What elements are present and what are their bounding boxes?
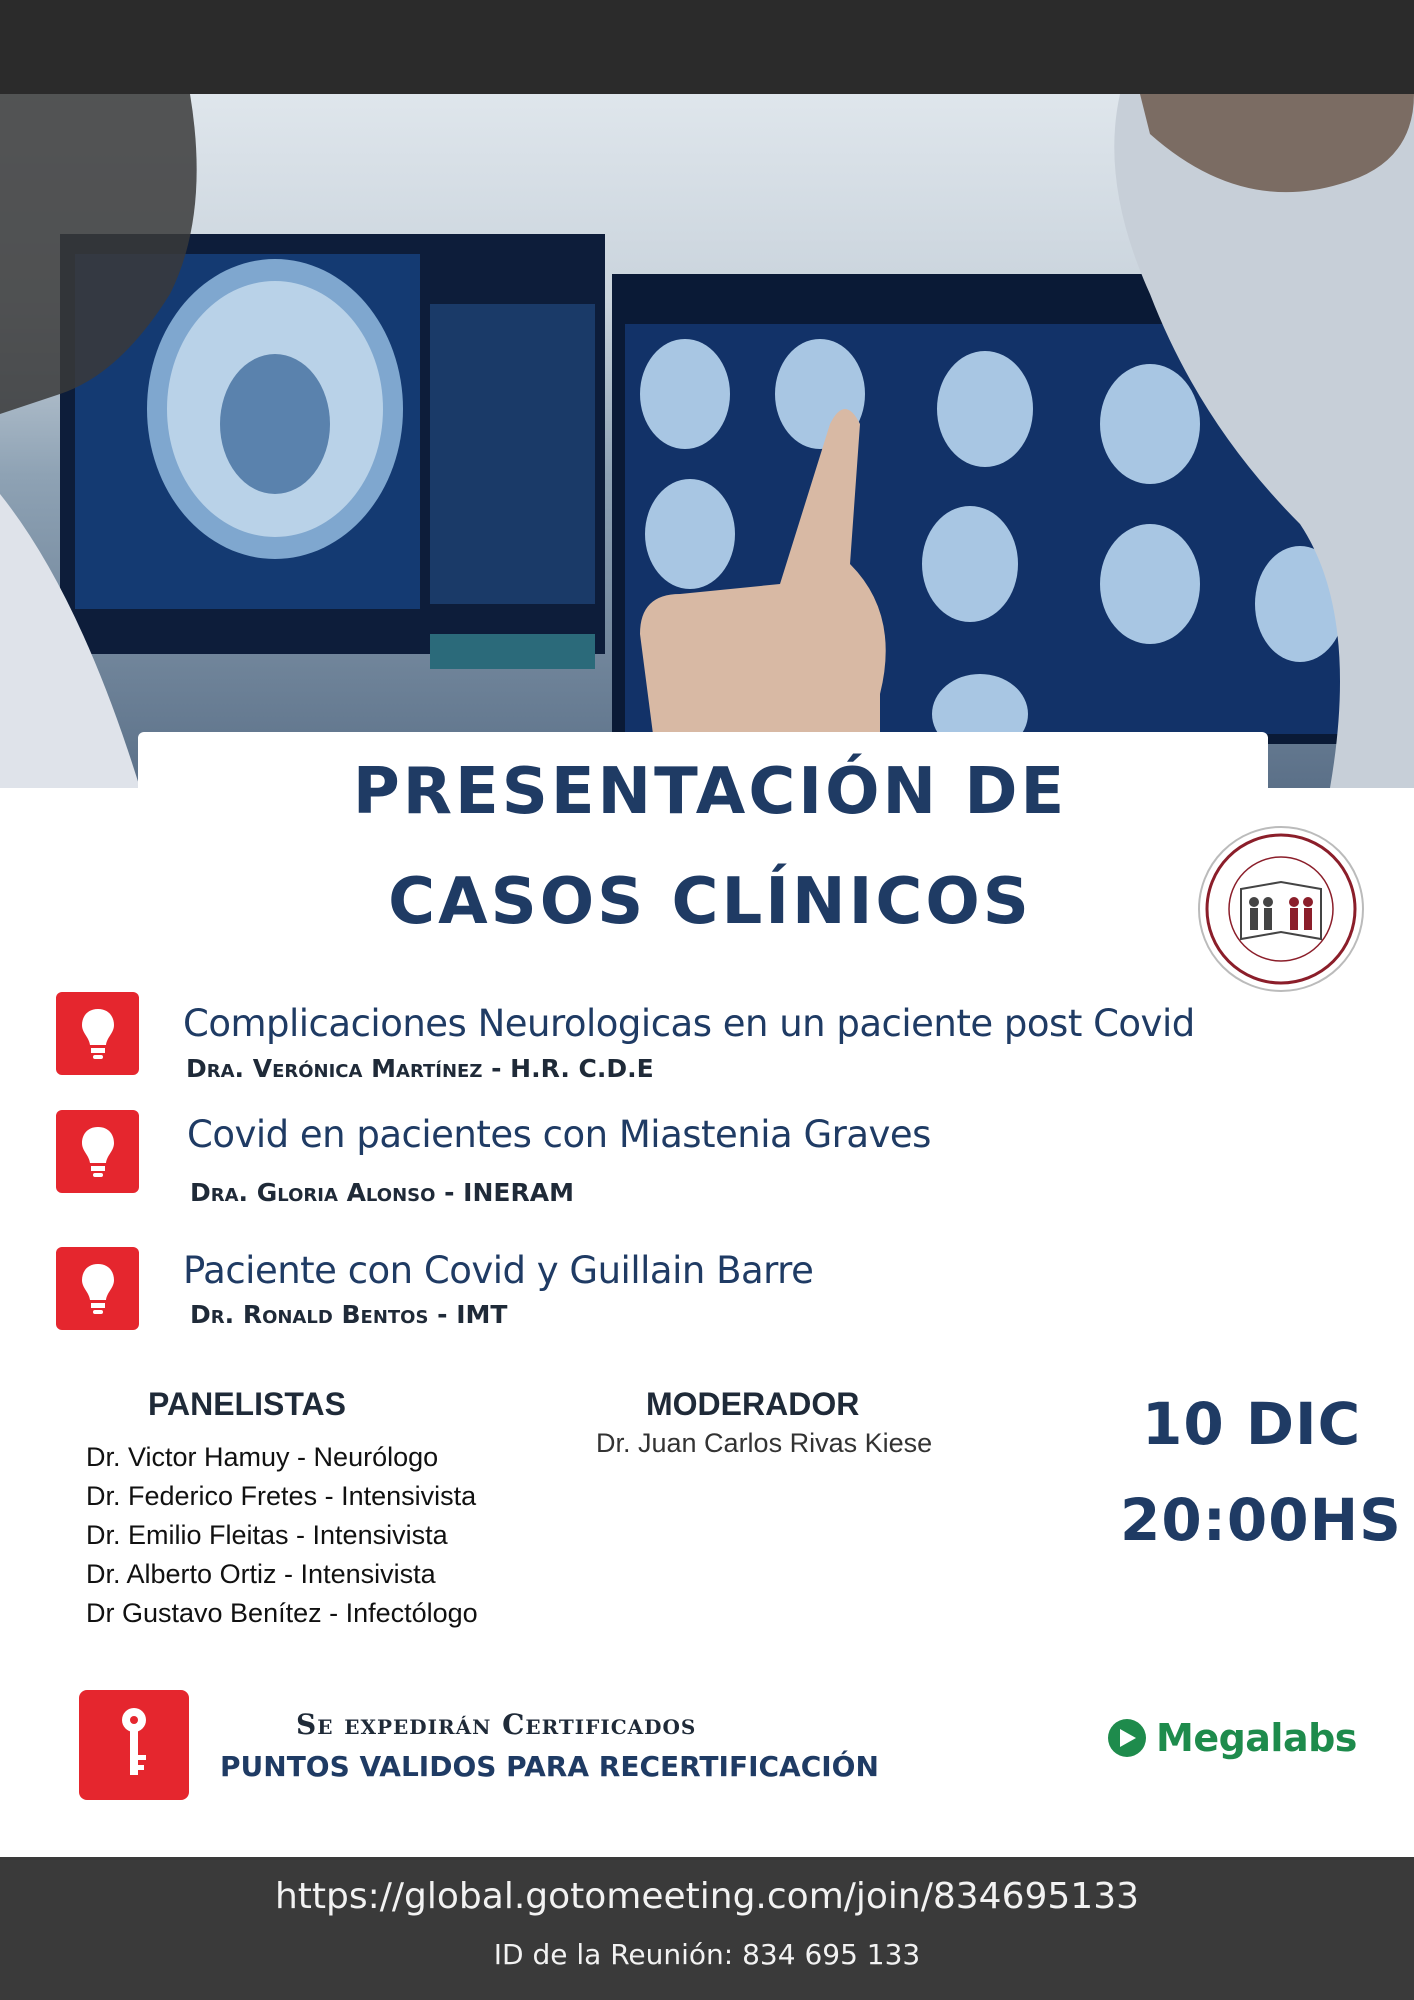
panelist-item: Dr. Federico Fretes - Intensivista <box>86 1481 477 1511</box>
talk-3-title: Paciente con Covid y Guillain Barre <box>183 1249 814 1292</box>
hero-image-brain-scans <box>0 94 1414 788</box>
panelists-heading: PANELISTAS <box>148 1386 346 1422</box>
sponsor-logo <box>1106 1716 1357 1760</box>
talk-1-icon-box <box>56 992 139 1075</box>
lightbulb-icon <box>80 1125 116 1179</box>
sponsor-name: Megalabs <box>1156 1716 1357 1760</box>
meeting-id: ID de la Reunión: 834 695 133 <box>493 1938 921 1971</box>
certificate-icon-box <box>79 1690 189 1800</box>
talk-3-speaker: Dr. Ronald Bentos - IMT <box>190 1300 508 1329</box>
title-line-1: PRESENTACIÓN DE <box>352 755 1068 829</box>
title-line-2: CASOS CLÍNICOS <box>388 865 1032 939</box>
talk-3-icon-box <box>56 1247 139 1330</box>
talk-2-speaker: Dra. Gloria Alonso - INERAM <box>190 1178 574 1207</box>
lightbulb-icon <box>80 1007 116 1061</box>
key-icon <box>114 1705 154 1785</box>
meeting-url-link[interactable]: https://global.gotomeeting.com/join/834695133 <box>274 1876 1140 1917</box>
top-bar <box>0 0 1414 94</box>
moderator-name: Dr. Juan Carlos Rivas Kiese <box>596 1428 933 1458</box>
lightbulb-icon <box>80 1262 116 1316</box>
panelist-item: Dr. Alberto Ortiz - Intensivista <box>86 1559 436 1589</box>
event-time: 20:00HS <box>1120 1486 1402 1554</box>
moderator-heading: MODERADOR <box>646 1386 860 1422</box>
megalabs-logo-icon <box>1106 1717 1148 1759</box>
talk-2-title: Covid en pacientes con Miastenia Graves <box>187 1113 931 1156</box>
society-seal-logo <box>1196 824 1366 994</box>
talk-1-speaker: Dra. Verónica Martínez - H.R. C.D.E <box>186 1054 654 1083</box>
certificate-line-1: Se expedirán Certificados <box>296 1708 697 1741</box>
panelist-item: Dr. Victor Hamuy - Neurólogo <box>86 1442 439 1472</box>
talk-2-icon-box <box>56 1110 139 1193</box>
certificate-line-2: PUNTOS VALIDOS PARA RECERTIFICACIÓN <box>220 1750 879 1783</box>
event-date: 10 DIC <box>1142 1390 1362 1458</box>
panelist-item: Dr Gustavo Benítez - Infectólogo <box>86 1598 478 1628</box>
panelist-item: Dr. Emilio Fleitas - Intensivista <box>86 1520 448 1550</box>
panelists-list <box>86 1438 478 1633</box>
talk-1-title: Complicaciones Neurologicas en un paciente post Covid <box>183 1002 1195 1045</box>
